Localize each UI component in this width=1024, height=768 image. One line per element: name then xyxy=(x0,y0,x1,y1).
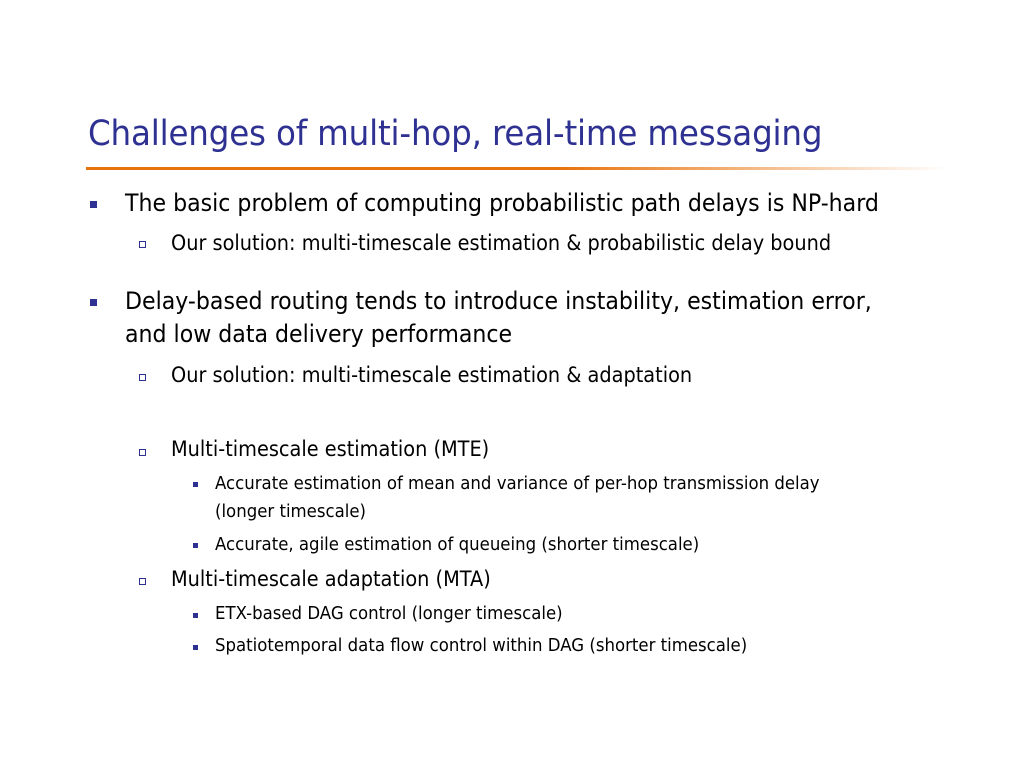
sub-bullet-text: Our solution: multi-timescale estimation & adaptation xyxy=(171,363,693,387)
sub-bullet-text: Our solution: multi-timescale estimation & probabilistic delay bound xyxy=(171,231,832,255)
sub-sub-bullet-text: Spatiotemporal data flow control within DAG (shorter timescale) xyxy=(215,635,748,656)
sub-bullet-text: Multi-timescale estimation (MTE) xyxy=(171,437,490,461)
sub-bullet-text: Multi-timescale adaptation (MTA) xyxy=(171,567,491,591)
sub-sub-bullet-text-line2: (longer timescale) xyxy=(215,501,367,522)
sub-sub-bullet-text-line1: Accurate estimation of mean and variance of per-hop transmission delay xyxy=(215,473,820,494)
sub-sub-bullet-marker xyxy=(193,543,198,548)
title-underline xyxy=(86,167,948,170)
sub-sub-bullet-marker xyxy=(193,613,198,618)
bullet-marker xyxy=(90,299,97,306)
bullet-text-line2: and low data delivery performance xyxy=(125,320,513,348)
bullet-text: The basic problem of computing probabilistic path delays is NP-hard xyxy=(125,189,879,217)
sub-sub-bullet-text: Accurate, agile estimation of queueing (shorter timescale) xyxy=(215,534,700,555)
sub-sub-bullet-text: ETX-based DAG control (longer timescale) xyxy=(215,603,563,624)
sub-bullet-marker xyxy=(139,241,146,248)
sub-bullet-marker xyxy=(139,374,146,381)
sub-sub-bullet-marker xyxy=(193,482,198,487)
bullet-marker xyxy=(90,201,97,208)
sub-bullet-marker xyxy=(139,449,146,456)
sub-sub-bullet-marker xyxy=(193,645,198,650)
bullet-text-line1: Delay-based routing tends to introduce instability, estimation error, xyxy=(125,287,872,315)
sub-bullet-marker xyxy=(139,578,146,585)
slide-title: Challenges of multi-hop, real-time messaging xyxy=(88,114,823,154)
